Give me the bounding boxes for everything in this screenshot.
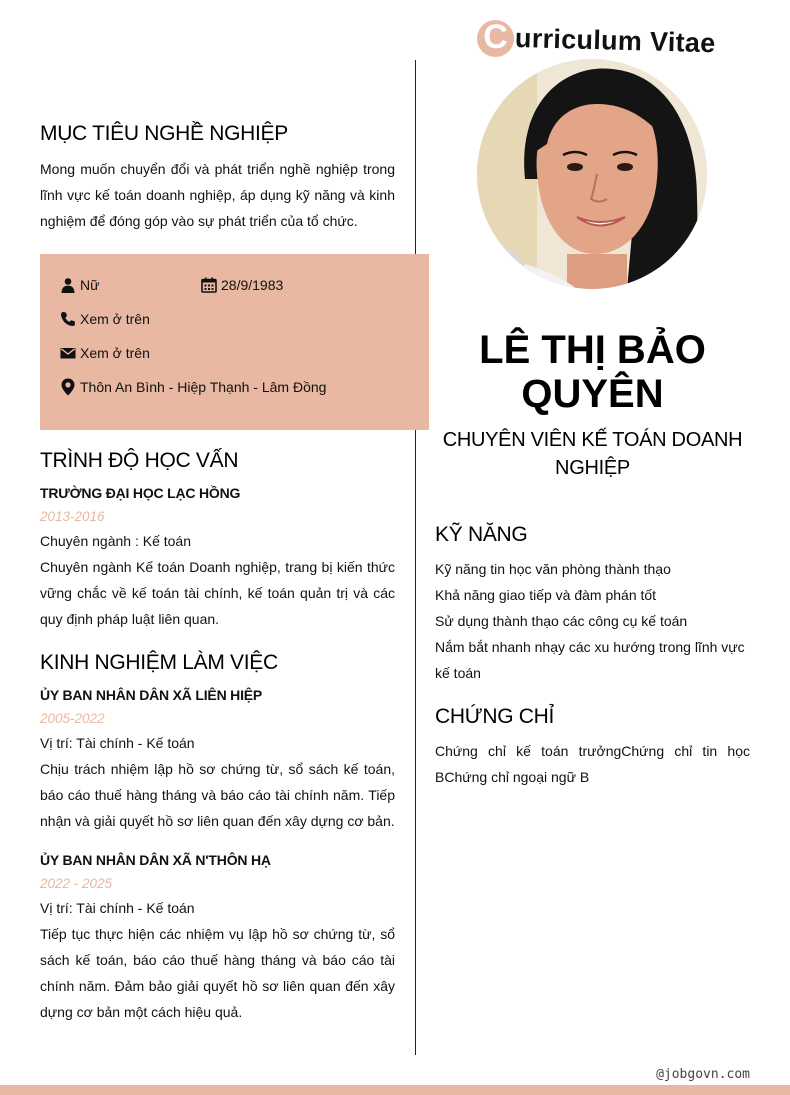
gender-value: Nữ <box>80 277 100 293</box>
location-pin-icon <box>60 378 76 396</box>
profile-photo <box>477 59 707 289</box>
skill-item: Sử dụng thành thạo các công cụ kế toán <box>435 613 688 629</box>
education-years: 2013-2016 <box>40 509 105 524</box>
education-title: TRÌNH ĐỘ HỌC VẤN <box>40 449 239 472</box>
job-org: ỦY BAN NHÂN DÂN XÃ N'THÔN HẠ <box>40 852 271 868</box>
phone-row <box>60 311 150 327</box>
contact-box <box>40 254 429 430</box>
education-description: Chuyên ngành Kế toán Doanh nghiệp, trang bị kiến thức vững chắc về kế toán tài chính, kế toán quản trị và các quy định pháp luật liên quan. <box>40 559 395 627</box>
skills-title: KỸ NĂNG <box>435 523 528 546</box>
experience-title: KINH NGHIỆM LÀM VIỆC <box>40 651 278 674</box>
skill-item: Nắm bắt nhanh nhạy các xu hướng trong lĩnh vực kế toán <box>435 639 745 681</box>
logo-letter: C <box>483 18 508 56</box>
certificates-text: Chứng chỉ kế toán trưởngChứng chỉ tin học BChứng chỉ ngoại ngữ B <box>435 743 750 785</box>
name-line-1: LÊ THỊ BẢO <box>479 328 706 372</box>
job-title: CHUYÊN VIÊN KẾ TOÁN DOANH NGHIỆP <box>442 429 743 479</box>
bottom-accent-bar <box>0 1085 790 1095</box>
birthdate-value: 28/9/1983 <box>221 277 284 293</box>
person-icon <box>60 277 76 293</box>
calendar-icon <box>201 277 217 293</box>
phone-value: Xem ở trên <box>80 311 150 327</box>
email-row <box>60 345 150 361</box>
envelope-icon <box>60 345 76 361</box>
birthdate-row <box>201 277 283 293</box>
full-name <box>435 328 750 416</box>
job-org: ỦY BAN NHÂN DÂN XÃ LIÊN HIỆP <box>40 687 263 703</box>
gender-row <box>60 277 99 293</box>
address-row <box>60 378 326 396</box>
job-position: Vị trí: Tài chính - Kế toán <box>40 735 195 751</box>
job-position: Vị trí: Tài chính - Kế toán <box>40 900 195 916</box>
objective-title: MỤC TIÊU NGHỀ NGHIỆP <box>40 122 288 145</box>
name-line-2: QUYÊN <box>521 372 664 416</box>
address-value: Thôn An Bình - Hiệp Thạnh - Lâm Đồng <box>80 379 327 395</box>
objective-text: Mong muốn chuyển đổi và phát triển nghề nghiệp trong lĩnh vực kế toán doanh nghiệp, áp dụng kỹ năng và kinh nghiệm để đóng góp vào sự phát triển của tổ chức. <box>40 161 395 229</box>
watermark: @jobgovn.com <box>656 1067 750 1082</box>
portrait-illustration <box>477 59 707 289</box>
education-major: Chuyên ngành : Kế toán <box>40 533 192 549</box>
job-description: Chịu trách nhiệm lập hồ sơ chứng từ, sổ sách kế toán, báo cáo thuế hàng tháng và báo cáo tài chính năm. Tiếp nhận và giải quyết hồ sơ liên quan đến xây dựng cơ bản. <box>40 761 395 829</box>
certificates-title: CHỨNG CHỈ <box>435 705 555 728</box>
job-description: Tiếp tục thực hiện các nhiệm vụ lập hồ sơ chứng từ, sổ sách kế toán, báo cáo thuế hàng tháng và báo cáo tài chính năm. Đảm bảo giải quyết hồ sơ liên quan đến xây dựng cơ bản một cách hiệu quả. <box>40 926 395 1020</box>
job-years: 2022 - 2025 <box>40 876 113 891</box>
education-school: TRƯỜNG ĐẠI HỌC LẠC HỒNG <box>40 485 241 501</box>
phone-icon <box>60 311 76 327</box>
logo-circle <box>477 20 514 57</box>
job-years: 2005-2022 <box>40 711 105 726</box>
skill-item: Khả năng giao tiếp và đàm phán tốt <box>435 587 657 603</box>
cv-logo <box>477 18 716 58</box>
logo-text: urriculum Vitae <box>514 22 716 58</box>
email-value: Xem ở trên <box>80 345 150 361</box>
column-divider <box>415 60 416 1055</box>
skill-item: Kỹ năng tin học văn phòng thành thạo <box>435 561 671 577</box>
